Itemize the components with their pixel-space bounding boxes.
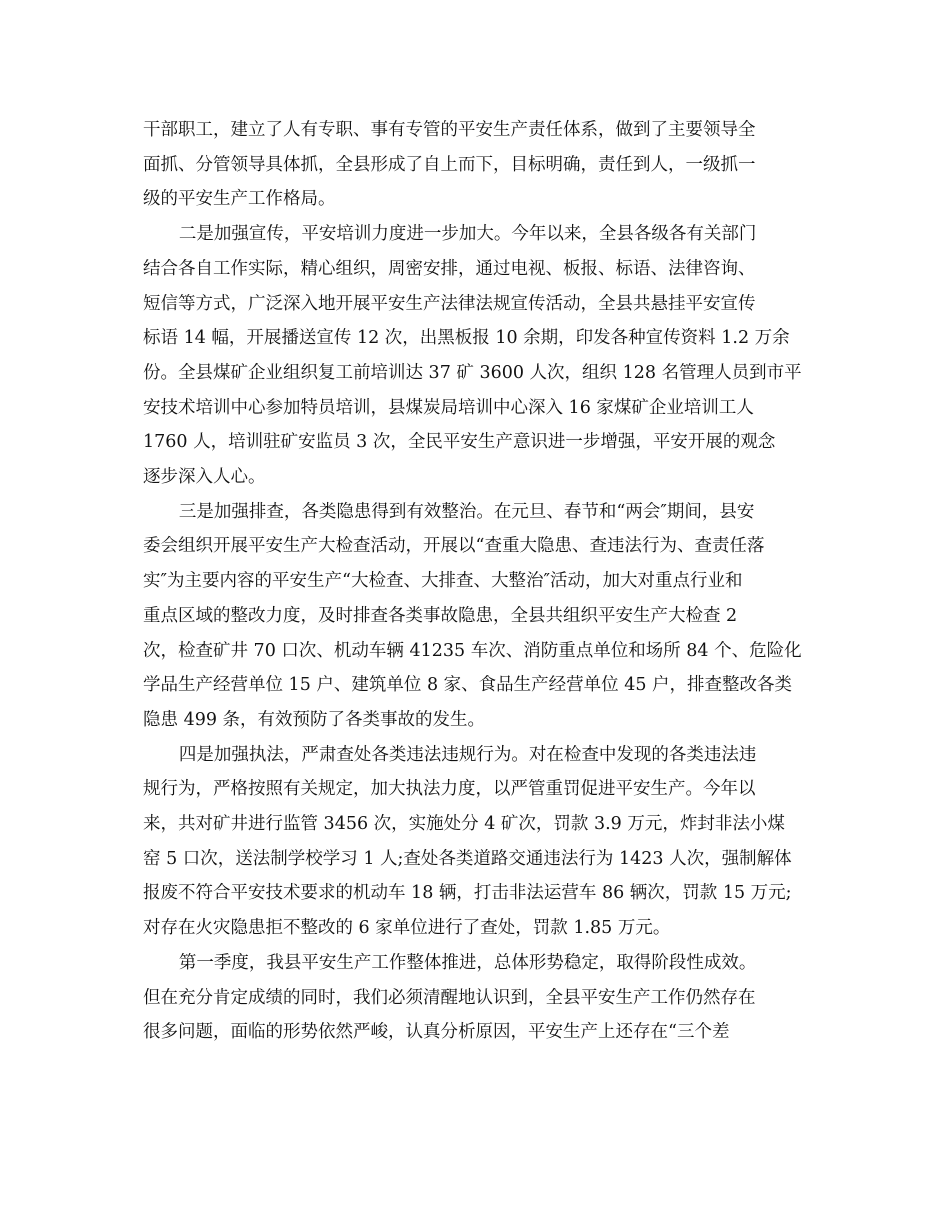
text-line: 标语 14 幅，开展播送宣传 12 次，出黑板报 10 余期，印发各种宣传资料 1.2 万余: [143, 328, 790, 349]
text-line: 实″为主要内容的平安生产“大检查、大排查、大整治″活动，加大对重点行业和: [143, 571, 743, 592]
paragraph-responsibility-system: [143, 113, 807, 217]
text-line: 短信等方式，广泛深入地开展平安生产法律法规宣传活动，全县共悬挂平安宣传: [143, 293, 756, 314]
text-line: 逐步深入人心。: [143, 467, 266, 488]
text-line: 三是加强排查，各类隐患得到有效整治。在元旦、春节和“两会″期间，县安: [178, 501, 755, 522]
text-line: 重点区域的整改力度，及时排查各类事故隐患，全县共组织平安生产大检查 2: [143, 605, 738, 626]
text-line: 面抓、分管领导具体抓，全县形成了自上而下，目标明确，责任到人，一级抓一: [143, 154, 756, 175]
text-line: 规行为，严格按照有关规定，加大执法力度，以严管重罚促进平安生产。今年以: [143, 779, 756, 800]
text-line: 级的平安生产工作格局。: [143, 189, 336, 210]
text-line: 但在充分肯定成绩的同时，我们必须清醒地认识到，全县平安生产工作仍然存在: [143, 987, 756, 1008]
text-line: 1760 人，培训驻矿安监员 3 次，全民平安生产意识进一步增强，平安开展的观念: [143, 432, 776, 453]
text-line: 很多问题，面临的形势依然严峻，认真分析原因，平安生产上还存在“三个差: [143, 1022, 730, 1043]
paragraph-hazard-inspection: [143, 495, 807, 738]
document-body: [143, 113, 807, 1050]
text-line: 结合各自工作实际，精心组织，周密安排，通过电视、板报、标语、法律咨询、: [143, 258, 756, 279]
paragraph-publicity-training: [143, 217, 807, 495]
text-line: 委会组织开展平安生产大检查活动，开展以“查重大隐患、查违法行为、查责任落: [143, 536, 765, 557]
text-line: 报废不符合平安技术要求的机动车 18 辆，打击非法运营车 86 辆次，罚款 15 万元;: [143, 883, 792, 904]
text-line: 二是加强宣传，平安培训力度进一步加大。今年以来，全县各级各有关部门: [178, 224, 757, 245]
text-line: 来，共对矿井进行监管 3456 次，实施处分 4 矿次，罚款 3.9 万元，炸封非法小煤: [143, 814, 785, 835]
text-line: 学品生产经营单位 15 户、建筑单位 8 家、食品生产经营单位 45 户，排查整改各类: [143, 675, 793, 696]
text-line: 安技术培训中心参加特员培训，县煤炭局培训中心深入 16 家煤矿企业培训工人: [143, 397, 754, 418]
text-line: 次，检查矿井 70 口次、机动车辆 41235 车次、消防重点单位和场所 84 个、危险化: [143, 640, 802, 661]
text-line: 隐患 499 条，有效预防了各类事故的发生。: [143, 709, 486, 730]
text-line: 份。全县煤矿企业组织复工前培训达 37 矿 3600 人次，组织 128 名管理人员到市平: [143, 362, 802, 383]
text-line: 第一季度，我县平安生产工作整体推进，总体形势稳定，取得阶段性成效。: [178, 952, 757, 973]
text-line: 窑 5 口次，送法制学校学习 1 人;查处各类道路交通违法行为 1423 人次，强制解体: [143, 848, 792, 869]
text-line: 四是加强执法，严肃查处各类违法违规行为。对在检查中发现的各类违法违: [178, 744, 757, 765]
paragraph-first-quarter-summary: [143, 946, 807, 1050]
text-line: 干部职工，建立了人有专职、事有专管的平安生产责任体系，做到了主要领导全: [143, 120, 756, 140]
text-line: 对存在火灾隐患拒不整改的 6 家单位进行了查处，罚款 1.85 万元。: [143, 918, 671, 939]
paragraph-law-enforcement: [143, 738, 807, 946]
